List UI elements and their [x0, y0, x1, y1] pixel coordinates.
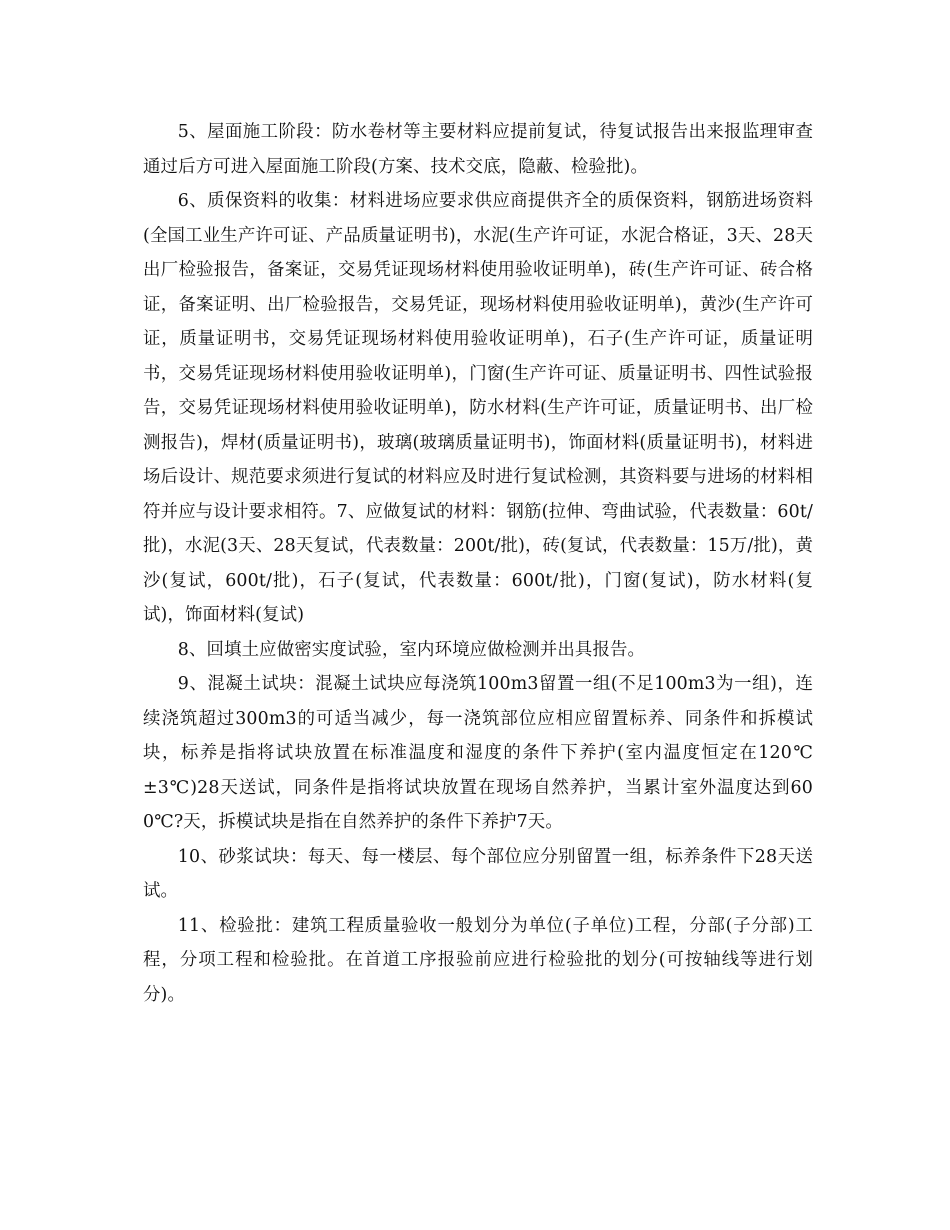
- document-page: [143, 115, 813, 1012]
- paragraph-concrete-specimens: 9、混凝土试块：混凝土试块应每浇筑100m3留置一组(不足100m3为一组)，连续浇筑超过300m3的可适当减少，每一浇筑部位应相应留置标养、同条件和拆模试块，标养是指将试块放置在标准温度和湿度的条件下养护(室内温度恒定在120℃±3℃)28天送试，同条件是指将试块放置在现场自然养护，当累计室外温度达到600℃?天，拆模试块是指在自然养护的条件下养护7天。: [143, 674, 813, 832]
- paragraph-roof-stage: 5、屋面施工阶段：防水卷材等主要材料应提前复试，待复试报告出来报监理审查通过后方可进入屋面施工阶段(方案、技术交底，隐蔽、检验批)。: [143, 122, 813, 177]
- paragraph-quality-documents: 6、质保资料的收集：材料进场应要求供应商提供齐全的质保资料，钢筋进场资料(全国工业生产许可证、产品质量证明书)，水泥(生产许可证，水泥合格证，3天、28天出厂检验报告，备案证，交易凭证现场材料使用验收证明单)，砖(生产许可证、砖合格证，备案证明、出厂检验报告，交易凭证，现场材料使用验收证明单)，黄沙(生产许可证，质量证明书，交易凭证现场材料使用验收证明单)，石子(生产许可证，质量证明书，交易凭证现场材料使用验收证明单)，门窗(生产许可证、质量证明书、四性试验报告，交易凭证现场材料使用验收证明单)，防水材料(生产许可证，质量证明书、出厂检测报告)，焊材(质量证明书)，玻璃(玻璃质量证明书)，饰面材料(质量证明书)，材料进场后设计、规范要求须进行复试的材料应及时进行复试检测，其资料要与进场的材料相符并应与设计要求相符。7、应做复试的材料：钢筋(拉伸、弯曲试验，代表数量：60t/批)，水泥(3天、28天复试，代表数量：200t/批)，砖(复试，代表数量：15万/批)，黄沙(复试，600t/批)，石子(复试，代表数量：600t/批)，门窗(复试)，防水材料(复试)，饰面材料(复试): [143, 191, 813, 625]
- paragraph-backfill-test: 8、回填土应做密实度试验，室内环境应做检测并出具报告。: [177, 639, 646, 660]
- paragraph-mortar-specimens: 10、砂浆试块：每天、每一楼层、每个部位应分别留置一组，标养条件下28天送试。: [143, 846, 813, 901]
- paragraph-inspection-lots: 11、检验批：建筑工程质量验收一般划分为单位(子单位)工程，分部(子分部)工程，分项工程和检验批。在首道工序报验前应进行检验批的划分(可按轴线等进行划分)。: [143, 915, 813, 1005]
